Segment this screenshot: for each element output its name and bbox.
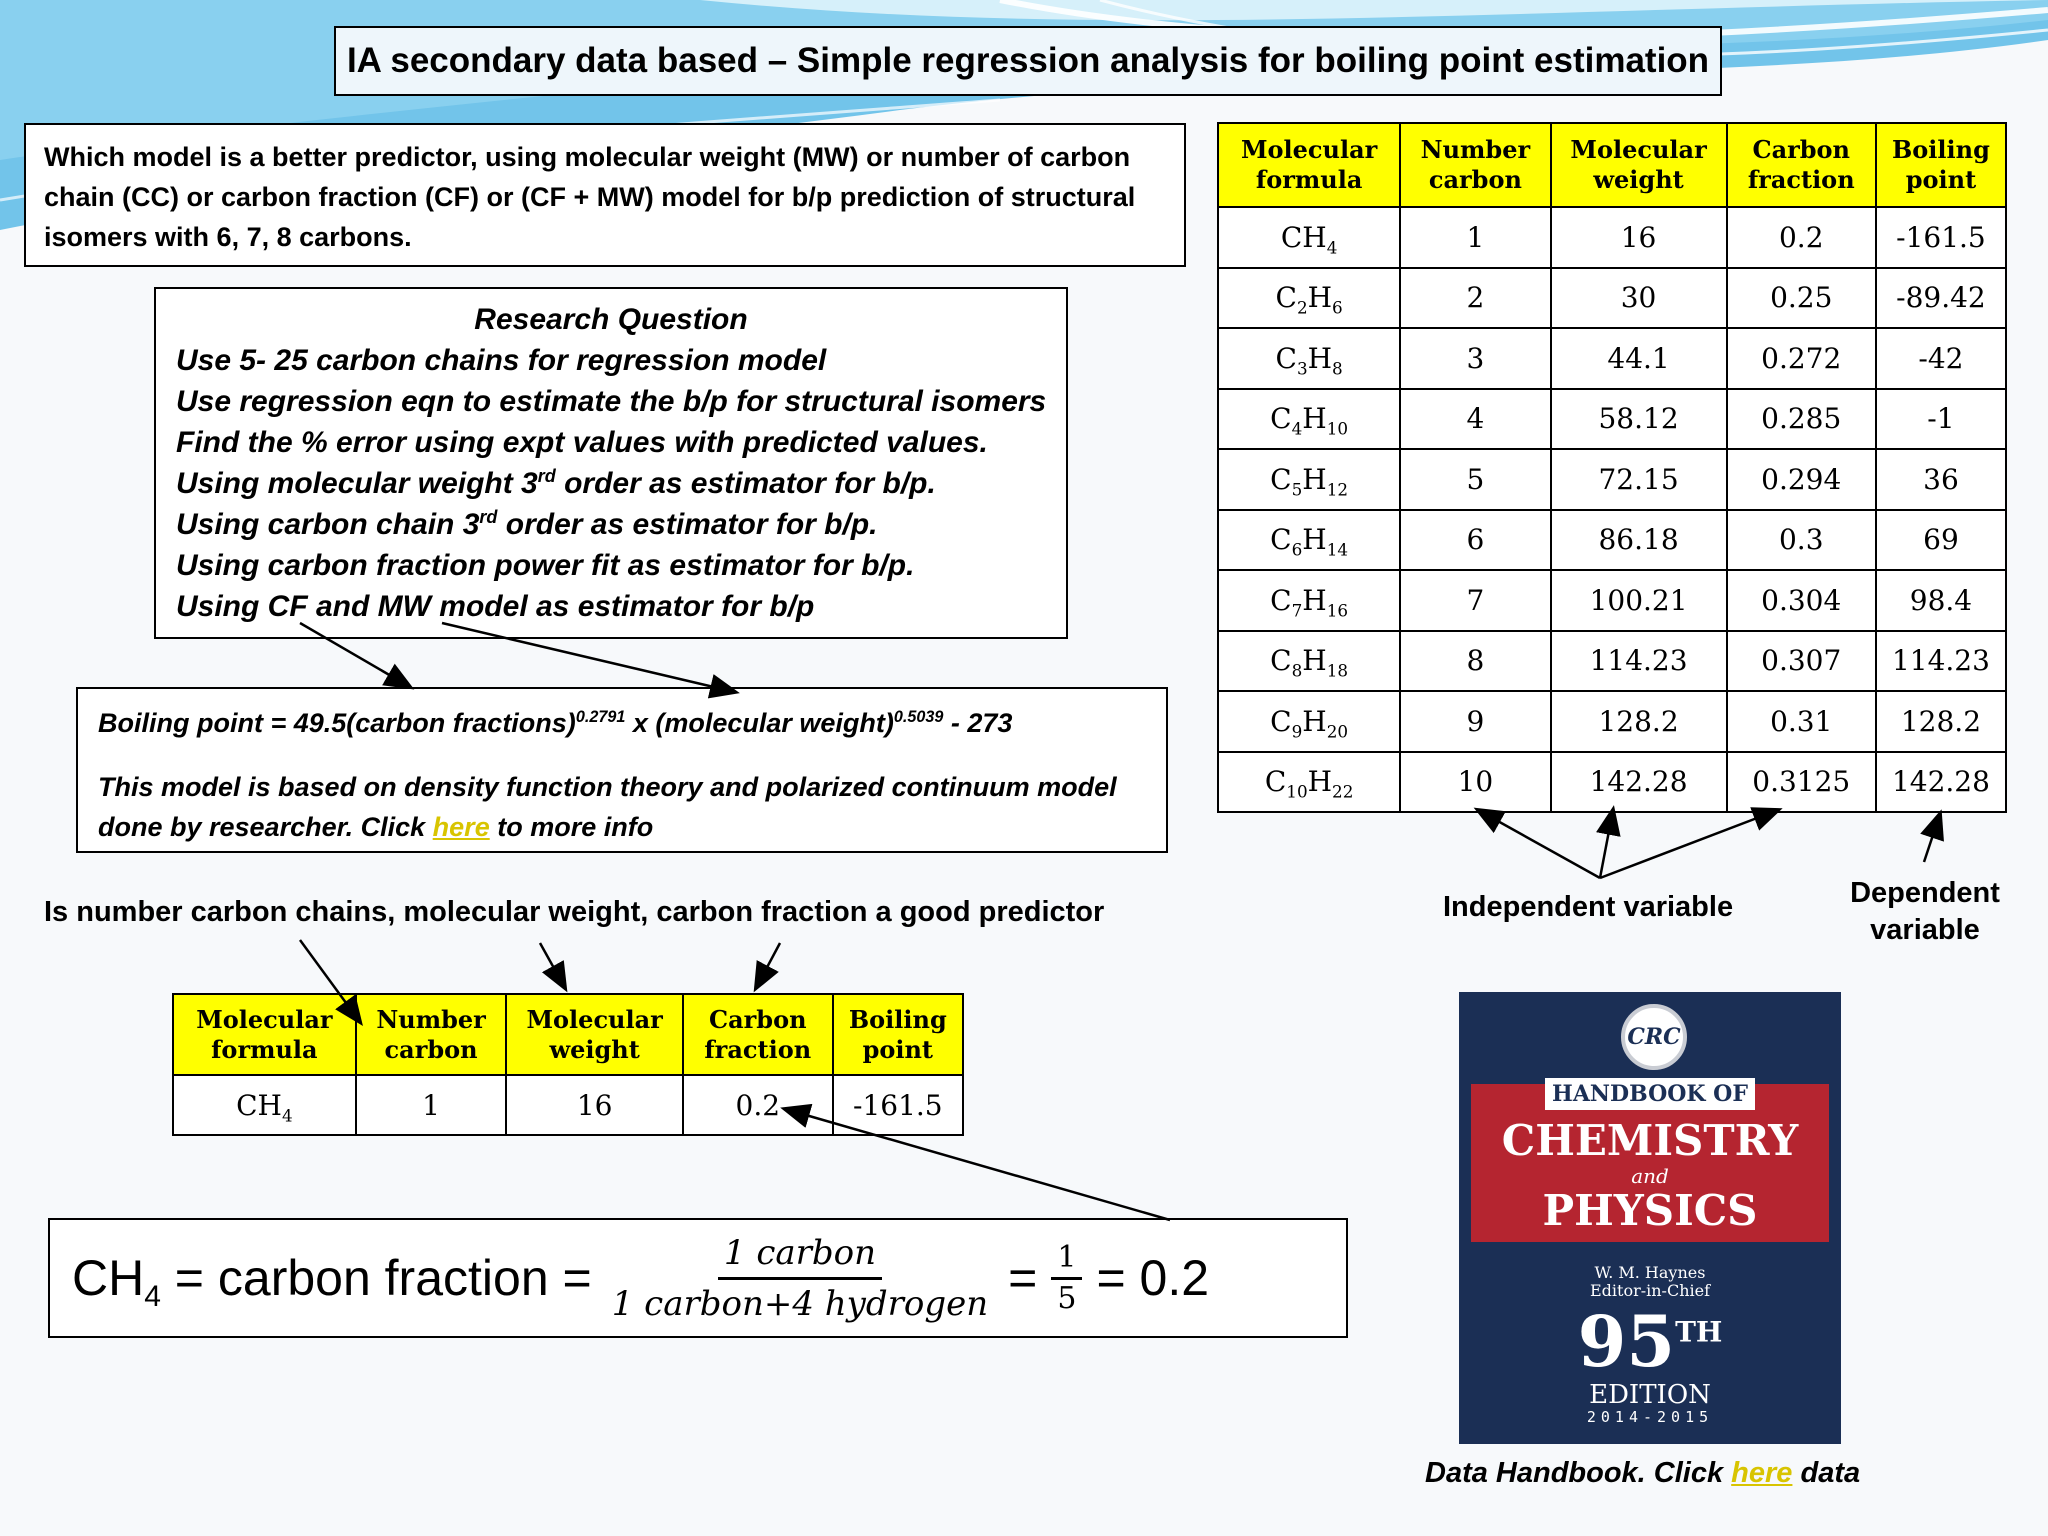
table-row	[1218, 268, 2006, 329]
cover-physics: PHYSICS	[1542, 1186, 1758, 1235]
table-row	[1218, 752, 2006, 813]
fraction-cell: 0.2	[683, 1075, 833, 1135]
model-equation: Boiling point = 49.5(carbon fractions)$^{0.2791}$ x (molecular weight)$^{0.5039}$ - 273	[98, 708, 1013, 738]
cover-edition-number: 95TH	[1577, 1300, 1723, 1383]
arrow-icon	[1600, 810, 1613, 878]
model-description-line-1: This model is based on density function theory and polarized continuum model	[98, 772, 1117, 802]
weight-cell: 72.15	[1551, 449, 1727, 510]
research-line-1: Use 5- 25 carbon chains for regression model	[176, 344, 827, 377]
weight-cell: 16	[1551, 207, 1727, 268]
research-question-box	[154, 287, 1068, 639]
header-molecular-weight: Molecular weight	[506, 994, 683, 1075]
crc-logo: CRC	[1621, 1004, 1687, 1070]
formula-cell: $C_6H_{14}$	[1218, 510, 1400, 571]
cover-edition-word: EDITION	[1589, 1380, 1711, 1410]
model-description-line-2: done by researcher. Click here to more info	[98, 812, 654, 842]
header-molecular-weight: Molecular weight	[1551, 123, 1727, 207]
fraction-cell: 0.25	[1727, 268, 1876, 329]
weight-cell: 128.2	[1551, 691, 1727, 752]
research-line-3: Find the % error using expt values with predicted values.	[176, 426, 988, 459]
header-number-carbon: Number carbon	[356, 994, 507, 1075]
table-row	[1218, 570, 2006, 631]
bp-cell: 114.23	[1876, 631, 2006, 692]
carbon-cell: 9	[1400, 691, 1550, 752]
carbon-cell: 3	[1400, 328, 1550, 389]
carbon-cell: 5	[1400, 449, 1550, 510]
question-box	[24, 123, 1186, 267]
equation-fraction	[606, 1229, 994, 1328]
simplified-denominator: 5	[1057, 1280, 1077, 1316]
cover-handbook-of: HANDBOOK OF	[1545, 1078, 1755, 1110]
header-molecular-formula: Molecular formula	[173, 994, 356, 1075]
methane-example-table	[172, 993, 964, 1136]
research-line-4: Using molecular weight 3rd order as estimator for b/p.	[176, 466, 936, 500]
formula-cell: $C_{10}H_{22}$	[1218, 752, 1400, 813]
handbook-cover-image	[1459, 992, 1841, 1444]
formula-cell: $CH_4$	[1218, 207, 1400, 268]
table-row	[1218, 449, 2006, 510]
arrow-icon	[756, 943, 780, 988]
bp-cell: 36	[1876, 449, 2006, 510]
alkane-data-table	[1217, 122, 2007, 813]
model-equation-box	[76, 687, 1168, 853]
weight-cell: 16	[506, 1075, 683, 1135]
cover-editor: W. M. Haynes Editor-in-Chief	[1589, 1263, 1711, 1300]
header-carbon-fraction: Carbon fraction	[683, 994, 833, 1075]
formula-cell: $C_4H_{10}$	[1218, 389, 1400, 450]
weight-cell: 44.1	[1551, 328, 1727, 389]
research-line-7: Using CF and MW model as estimator for b/p	[176, 590, 815, 623]
table-row	[1218, 389, 2006, 450]
carbon-cell: 1	[356, 1075, 507, 1135]
fraction-cell: 0.3125	[1727, 752, 1876, 813]
weight-cell: 30	[1551, 268, 1727, 329]
header-carbon-fraction: Carbon fraction	[1727, 123, 1876, 207]
bp-cell: -161.5	[1876, 207, 2006, 268]
header-boiling-point: Boiling point	[1876, 123, 2006, 207]
table-row	[1218, 510, 2006, 571]
header-molecular-formula: Molecular formula	[1218, 123, 1400, 207]
fraction-cell: 0.2	[1727, 207, 1876, 268]
bp-cell: -42	[1876, 328, 2006, 389]
carbon-cell: 1	[1400, 207, 1550, 268]
bp-cell: 142.28	[1876, 752, 2006, 813]
handbook-caption: Data Handbook. Click here data	[1425, 1457, 1861, 1489]
fraction-cell: 0.285	[1727, 389, 1876, 450]
carbon-cell: 6	[1400, 510, 1550, 571]
weight-cell: 100.21	[1551, 570, 1727, 631]
simplified-numerator: 1	[1051, 1239, 1082, 1280]
arrow-icon	[540, 943, 565, 988]
formula-cell: $C_9H_{20}$	[1218, 691, 1400, 752]
research-question-heading: Research Question	[474, 303, 748, 336]
equals-sign: =	[1008, 1250, 1038, 1306]
research-line-2: Use regression eqn to estimate the b/p for structural isomers	[176, 385, 1047, 418]
table-row	[1218, 631, 2006, 692]
handbook-data-link[interactable]: here	[1731, 1457, 1793, 1489]
carbon-cell: 7	[1400, 570, 1550, 631]
model-info-link[interactable]: here	[432, 812, 490, 842]
bp-cell: 69	[1876, 510, 2006, 571]
research-line-5: Using carbon chain 3rd order as estimator for b/p.	[176, 507, 878, 541]
fraction-cell: 0.307	[1727, 631, 1876, 692]
table-row	[1218, 207, 2006, 268]
formula-cell: $C_8H_{18}$	[1218, 631, 1400, 692]
table-row	[1218, 691, 2006, 752]
header-boiling-point: Boiling point	[833, 994, 963, 1075]
title-box	[334, 26, 1722, 96]
formula-cell: $C_7H_{16}$	[1218, 570, 1400, 631]
equation-result: = 0.2	[1096, 1250, 1210, 1306]
formula-cell: $CH_4$	[173, 1075, 356, 1135]
fraction-denominator: 1 carbon+4 hydrogen	[611, 1283, 989, 1324]
formula-cell: $C_5H_{12}$	[1218, 449, 1400, 510]
predictor-question: Is number carbon chains, molecular weight, carbon fraction a good predictor	[44, 896, 1105, 928]
carbon-cell: 4	[1400, 389, 1550, 450]
arrow-icon	[1600, 810, 1778, 878]
weight-cell: 114.23	[1551, 631, 1727, 692]
weight-cell: 142.28	[1551, 752, 1727, 813]
weight-cell: 58.12	[1551, 389, 1727, 450]
header-number-carbon: Number carbon	[1400, 123, 1550, 207]
dependent-variable-label: Dependent variable	[1850, 877, 2000, 946]
research-line-6: Using carbon fraction power fit as estimator for b/p.	[176, 549, 915, 582]
cover-chemistry: CHEMISTRY	[1501, 1116, 1799, 1165]
fraction-cell: 0.31	[1727, 691, 1876, 752]
table-row	[1218, 328, 2006, 389]
fraction-cell: 0.272	[1727, 328, 1876, 389]
simplified-fraction	[1051, 1239, 1082, 1318]
cover-years: 2014-2015	[1586, 1408, 1714, 1426]
carbon-cell: 8	[1400, 631, 1550, 692]
independent-variable-label: Independent variable	[1443, 891, 1734, 923]
weight-cell: 86.18	[1551, 510, 1727, 571]
carbon-fraction-equation	[48, 1218, 1348, 1338]
page-title: IA secondary data based – Simple regression analysis for boiling point estimation	[346, 41, 1710, 80]
bp-cell: -89.42	[1876, 268, 2006, 329]
question-text: Which model is a better predictor, using molecular weight (MW) or number of carbon chain (CC) or carbon fraction (CF) or (CF + MW) model for b/p prediction of structural isomers with 6, 7, 8 carbons.	[44, 142, 1136, 252]
fraction-cell: 0.294	[1727, 449, 1876, 510]
equation-lhs: $CH_4$ = carbon fraction =	[72, 1250, 592, 1313]
carbon-cell: 10	[1400, 752, 1550, 813]
formula-cell: $C_2H_6$	[1218, 268, 1400, 329]
arrow-icon	[1478, 810, 1600, 878]
bp-cell: -1	[1876, 389, 2006, 450]
arrow-icon	[1924, 814, 1940, 862]
fraction-cell: 0.3	[1727, 510, 1876, 571]
fraction-cell: 0.304	[1727, 570, 1876, 631]
bp-cell: 128.2	[1876, 691, 2006, 752]
bp-cell: -161.5	[833, 1075, 963, 1135]
table-row	[173, 1075, 963, 1135]
cover-and: and	[1631, 1164, 1669, 1188]
formula-cell: $C_3H_8$	[1218, 328, 1400, 389]
fraction-numerator: 1 carbon	[718, 1229, 882, 1280]
carbon-cell: 2	[1400, 268, 1550, 329]
bp-cell: 98.4	[1876, 570, 2006, 631]
